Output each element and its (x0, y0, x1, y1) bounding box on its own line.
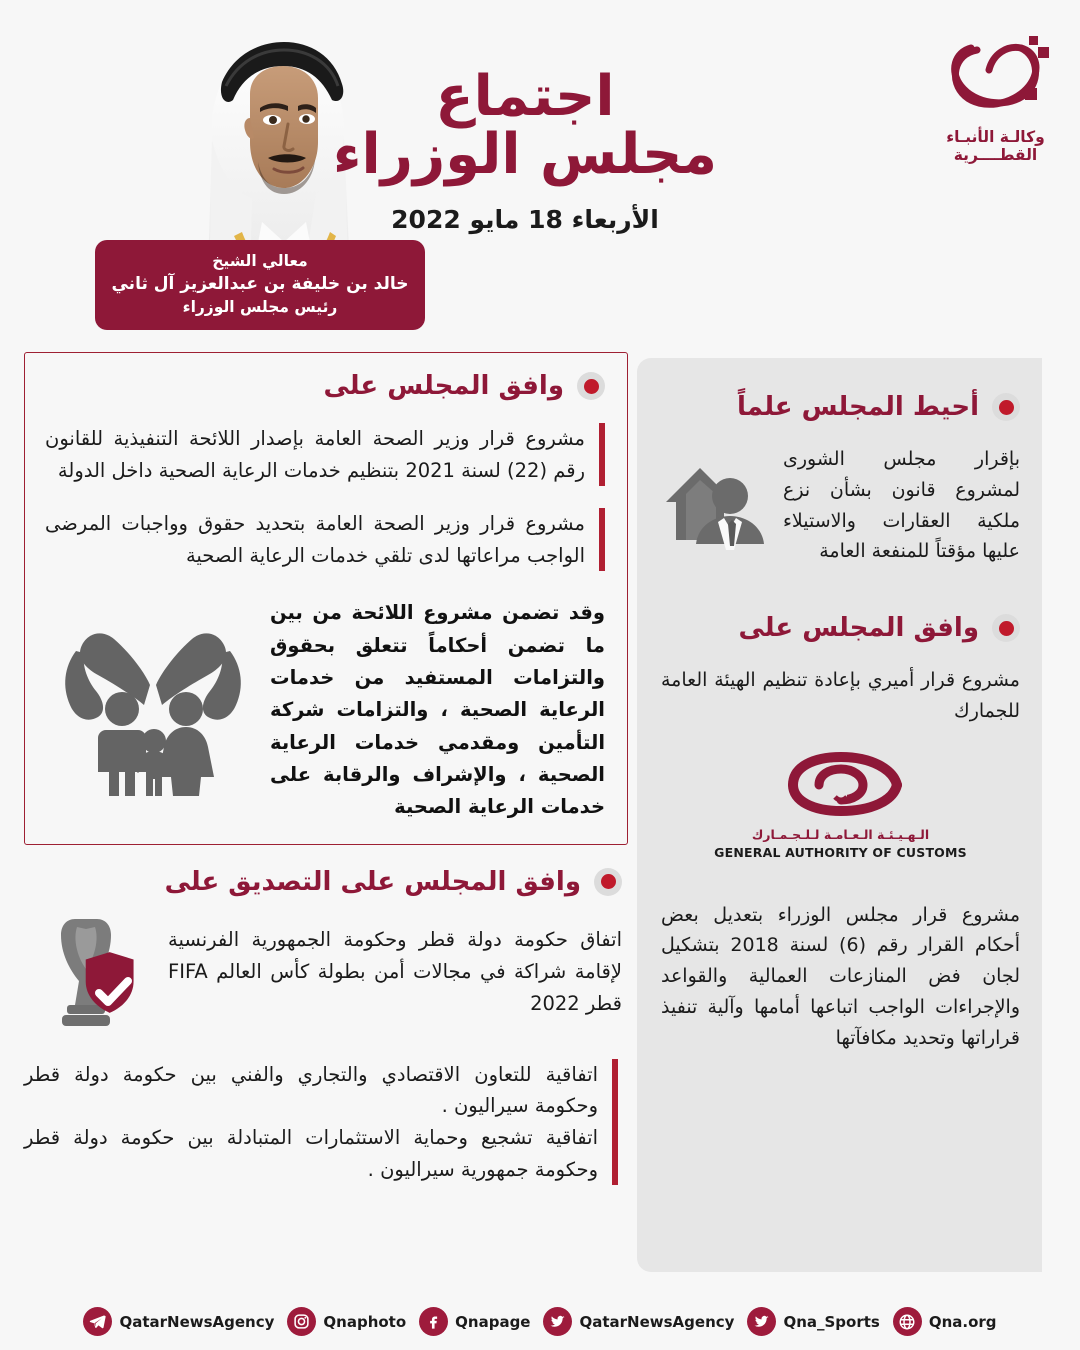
right-section-1-text: بإقرار مجلس الشورى لمشروع قانون بشأن نزع ملكية العقارات والاستيلاء عليها مؤقتاً للمنفعة العامة (783, 448, 1020, 563)
person-name-card (95, 240, 425, 330)
right-section-1-heading (661, 392, 1020, 422)
family-protection-icon (45, 623, 260, 798)
title-block (310, 64, 740, 235)
social-footer (0, 1307, 1080, 1336)
person-role: رئيس مجلس الوزراء (182, 298, 338, 317)
qna-atom-logo-icon (941, 30, 1051, 126)
globe-icon (893, 1307, 922, 1336)
customs-logo-arabic: الـهـيـئـة الـعـامـة لـلـجـمـارك (751, 826, 930, 842)
left-section-1-title: وافق المجلس على (323, 371, 564, 401)
qna-logo (933, 30, 1058, 190)
right-section-1-title: أحيط المجلس علماً (737, 392, 979, 422)
note-text: وقد تضمن مشروع اللائحة من بين ما تضمن أحكاماً تتعلق بحقوق والتزامات المستفيد من خدمات الرعاية الصحية ، والتزامات شركة التأمين ومقدمي خدمات الرعاية الصحية ، والإشراف والرقابة على خدمات الرعاية الصحية (270, 601, 605, 819)
social-link-telegram[interactable] (83, 1307, 274, 1336)
header (0, 0, 1080, 352)
twitter-icon (747, 1307, 776, 1336)
bullet-dot-icon (577, 372, 605, 400)
instagram-icon (287, 1307, 316, 1336)
list-item (45, 508, 605, 571)
bullet-dot-icon (992, 614, 1020, 642)
social-label: Qnaphoto (323, 1312, 407, 1331)
list-item-text: اتفاقية تشجيع وحماية الاستثمارات المتبادلة بين حكومة دولة قطر وحكومة جمهورية سيراليون . (24, 1125, 598, 1181)
item-accent-bar (599, 508, 605, 571)
social-label: QatarNewsAgency (119, 1312, 275, 1331)
list-item-text: مشروع قرار وزير الصحة العامة بتحديد حقوق وواجبات المرضى الواجب مراعاتها لدى تلقي خدمات الرعاية الصحية (45, 512, 585, 567)
qna-logo-arabic-line2: القطــــرية (953, 146, 1038, 164)
facebook-icon (419, 1307, 448, 1336)
page-title-line2: مجلس الوزراء (332, 121, 718, 187)
social-link-instagram[interactable] (287, 1307, 406, 1336)
left-section-2-title: وافق المجلس على التصديق على (164, 866, 581, 897)
social-link-twitter-sports[interactable] (747, 1307, 879, 1336)
page-title-line1: اجتماع (435, 64, 615, 129)
left-section-1-heading (45, 371, 605, 401)
person-honorific: معالي الشيخ (212, 252, 308, 270)
right-section-2-title: وافق المجلس على (738, 613, 979, 644)
general-authority-of-customs-logo-icon (771, 751, 911, 817)
bullet-dot-icon (594, 868, 622, 896)
customs-authority-logo (661, 751, 1020, 860)
customs-logo-english: GENERAL AUTHORITY OF CUSTOMS (714, 844, 967, 860)
world-cup-trophy-shield-icon (24, 911, 154, 1033)
bullet-dot-icon (992, 393, 1020, 421)
qna-logo-arabic-line1: وكالـة الأنبـاء (946, 128, 1045, 146)
left-section-2-featured (24, 911, 622, 1033)
list-item-text: اتفاقية للتعاون الاقتصادي والتجاري والفني بين حكومة دولة قطر وحكومة سيراليون . (24, 1062, 598, 1118)
right-section-2-heading (661, 613, 1020, 643)
left-section-2 (24, 867, 628, 1185)
social-label: QatarNewsAgency (579, 1312, 735, 1331)
right-column (637, 358, 1042, 1272)
social-label: Qna_Sports (783, 1312, 880, 1331)
person-name: خالد بن خليفة بن عبدالعزيز آل ثاني (111, 274, 409, 294)
social-link-twitter-main[interactable] (543, 1307, 734, 1336)
left-column (24, 352, 628, 1185)
list-item (45, 423, 605, 486)
meeting-date: الأربعاء 18 مايو 2022 (391, 205, 659, 235)
item-accent-bar (612, 1059, 618, 1185)
item-accent-bar (599, 423, 605, 486)
left-section-2-items (24, 1059, 622, 1185)
right-section-2-text-2: مشروع قرار مجلس الوزراء بتعديل بعض أحكام القرار رقم (6) لسنة 2018 بتشكيل لجان فض المنازعات العمالية والقواعد والإجراءات الواجب اتباعها أمامها وآلية تنفيذ قراراتها وتحديد مكافآتها (661, 903, 1020, 1049)
social-label: Qna.org (928, 1312, 997, 1331)
list-item-text: مشروع قرار وزير الصحة العامة بإصدار اللائحة التنفيذية للقانون رقم (22) لسنة 2021 بتنظيم خدمات الرعاية الصحية داخل الدولة (45, 427, 585, 482)
left-section-1-note (45, 597, 605, 824)
left-section-1 (24, 352, 628, 845)
right-section-2-text: مشروع قرار أميري بإعادة تنظيم الهيئة العامة للجمارك (661, 669, 1020, 722)
house-and-person-icon (661, 458, 771, 554)
telegram-icon (83, 1307, 112, 1336)
featured-item-text: اتفاق حكومة دولة قطر وحكومة الجمهورية الفرنسية لإقامة شراكة في مجالات أمن بطولة كأس العالم FIFA قطر 2022 (168, 928, 622, 1015)
social-link-website[interactable] (893, 1307, 997, 1336)
left-section-2-heading (24, 867, 622, 897)
social-label: Qnapage (455, 1312, 531, 1331)
twitter-icon (543, 1307, 572, 1336)
right-section-1-body (661, 444, 1020, 567)
social-link-facebook[interactable] (419, 1307, 530, 1336)
